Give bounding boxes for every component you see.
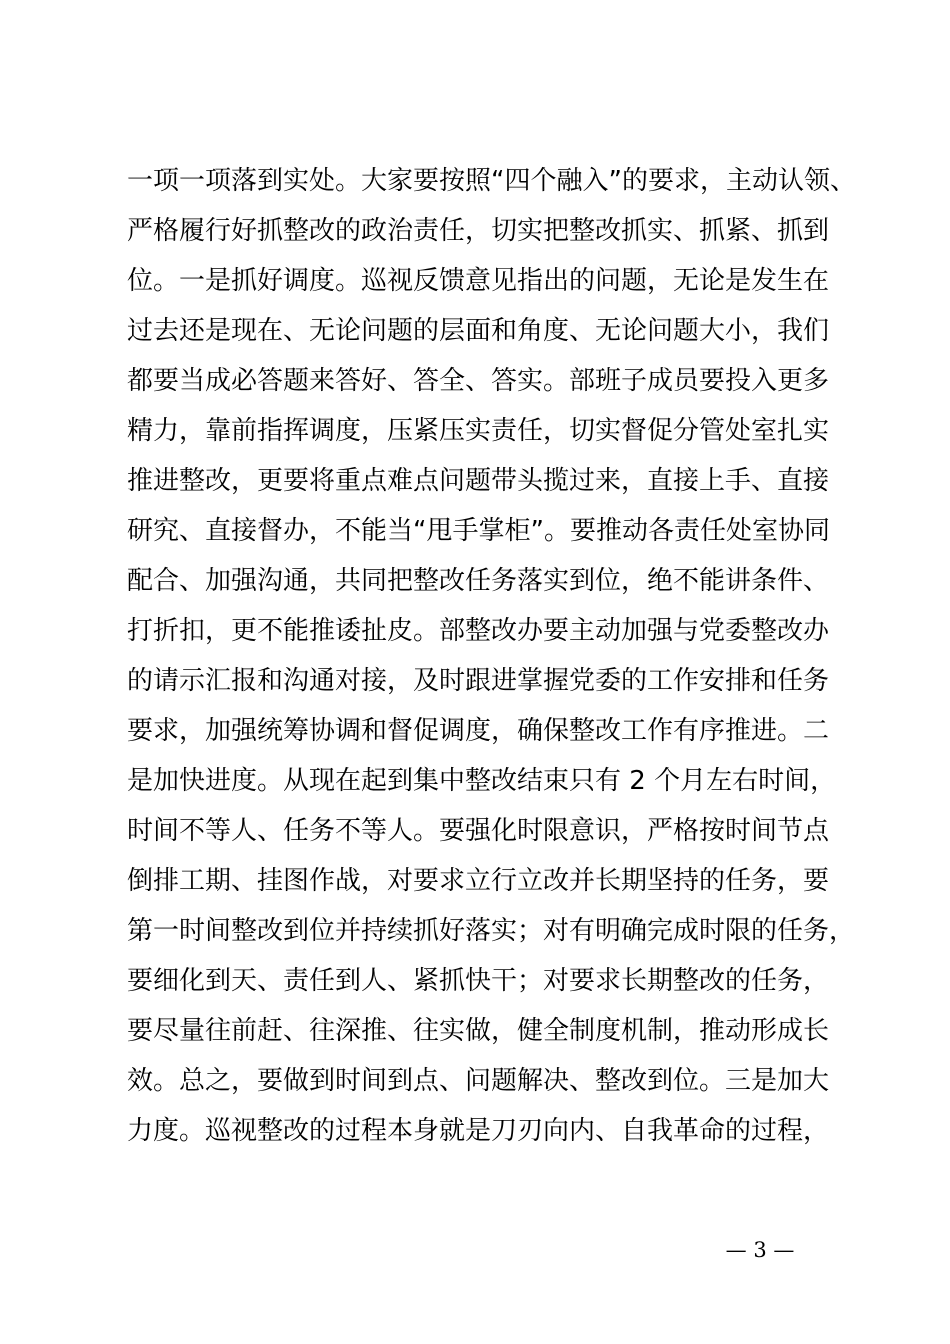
text-line: 打折扣，更不能推诿扯皮。部整改办要主动加强与党委整改办: [127, 616, 830, 646]
text-line: 研究、直接督办，不能当“甩手掌柜”。要推动各责任处室协同: [127, 516, 830, 546]
text-line: 是加快进度。从现在起到集中整改结束只有 2 个月左右时间，: [127, 766, 837, 796]
page-number: — 3 —: [725, 1238, 795, 1262]
text-line: 要求，加强统筹协调和督促调度，确保整改工作有序推进。二: [127, 716, 830, 746]
text-line: 过去还是现在、无论问题的层面和角度、无论问题大小，我们: [127, 316, 830, 346]
text-line: 时间不等人、任务不等人。要强化时限意识，严格按时间节点: [127, 816, 830, 846]
body-text: [127, 156, 867, 1156]
text-line: 配合、加强沟通，共同把整改任务落实到位，绝不能讲条件、: [127, 566, 830, 596]
text-line: 的请示汇报和沟通对接，及时跟进掌握党委的工作安排和任务: [127, 666, 830, 696]
text-line: 力度。巡视整改的过程本身就是刀刃向内、自我革命的过程，: [127, 1116, 830, 1146]
text-line: 倒排工期、挂图作战，对要求立行立改并长期坚持的任务，要: [127, 866, 830, 896]
text-line: 要细化到天、责任到人、紧抓快干；对要求长期整改的任务，: [127, 966, 830, 996]
text-line: 推进整改，更要将重点难点问题带头揽过来，直接上手、直接: [127, 466, 830, 496]
text-line: 要尽量往前赶、往深推、往实做，健全制度机制，推动形成长: [127, 1016, 830, 1046]
text-line: 效。总之，要做到时间到点、问题解决、整改到位。三是加大: [127, 1066, 830, 1096]
text-line: 都要当成必答题来答好、答全、答实。部班子成员要投入更多: [127, 366, 830, 396]
text-line: 第一时间整改到位并持续抓好落实；对有明确完成时限的任务，: [127, 916, 856, 946]
text-line: 位。一是抓好调度。巡视反馈意见指出的问题，无论是发生在: [127, 266, 830, 296]
text-line: 严格履行好抓整改的政治责任，切实把整改抓实、抓紧、抓到: [127, 216, 830, 246]
text-line: 精力，靠前指挥调度，压紧压实责任，切实督促分管处室扎实: [127, 416, 830, 446]
text-line: 一项一项落到实处。大家要按照“四个融入”的要求，主动认领、: [127, 166, 856, 196]
